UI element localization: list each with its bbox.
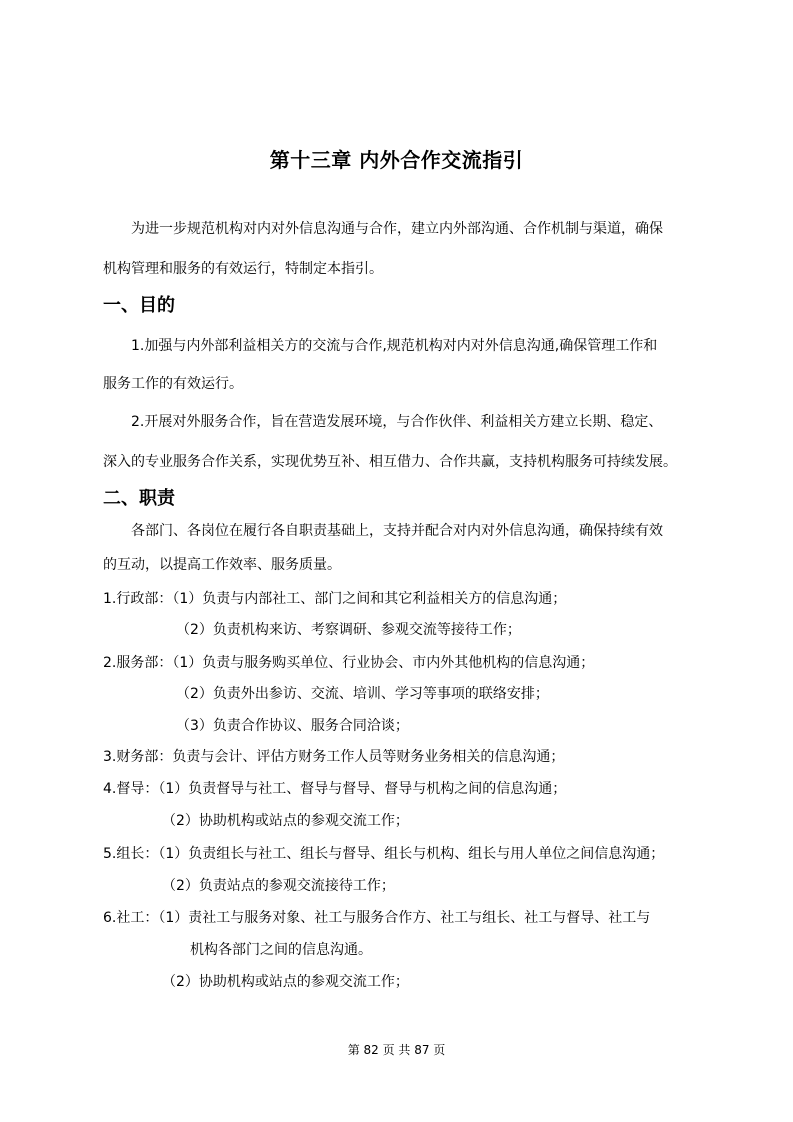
duty-line: 2.服务部：（1）负责与服务购买单位、行业协会、市内外其他机构的信息沟通； bbox=[103, 655, 595, 671]
paragraph-line: 各部门、各岗位在履行各自职责基础上，支持并配合对内对外信息沟通，确保持续有效 bbox=[131, 523, 663, 539]
section-heading-purpose: 一、目的 bbox=[103, 295, 175, 316]
duty-line: （2）协助机构或站点的参观交流工作； bbox=[162, 813, 409, 829]
duty-line: 6.社工：（1）责社工与服务对象、社工与服务合作方、社工与组长、社工与督导、社工与 bbox=[103, 910, 651, 926]
duty-line: （2）负责机构来访、考察调研、参观交流等接待工作； bbox=[176, 622, 521, 638]
intro-line: 为进一步规范机构对内对外信息沟通与合作，建立内外部沟通、合作机制与渠道，确保 bbox=[131, 221, 663, 237]
duty-line: 4.督导：（1）负责督导与社工、督导与督导、督导与机构之间的信息沟通； bbox=[103, 781, 567, 797]
duty-line: 机构各部门之间的信息沟通。 bbox=[190, 942, 372, 958]
duty-line: （2）协助机构或站点的参观交流工作； bbox=[162, 974, 409, 990]
duty-line: （2）负责外出参访、交流、培训、学习等事项的联络安排； bbox=[176, 686, 549, 702]
intro-line: 机构管理和服务的有效运行，特制定本指引。 bbox=[103, 261, 383, 277]
paragraph-line: 深入的专业服务合作关系，实现优势互补、相互借力、合作共赢，支持机构服务可持续发展。 bbox=[103, 454, 677, 470]
duty-line: 5.组长：（1）负责组长与社工、组长与督导、组长与机构、组长与用人单位之间信息沟通； bbox=[103, 846, 665, 862]
paragraph-line: 的互动，以提高工作效率、服务质量。 bbox=[103, 557, 341, 573]
chapter-title: 第十三章 内外合作交流指引 bbox=[269, 148, 524, 172]
duty-line: 3.财务部：负责与会计、评估方财务工作人员等财务业务相关的信息沟通； bbox=[103, 749, 565, 765]
page-number: 第 82 页 共 87 页 bbox=[347, 1043, 446, 1057]
paragraph-line: 1.加强与内外部利益相关方的交流与合作,规范机构对内对外信息沟通,确保管理工作和 bbox=[131, 338, 658, 354]
section-heading-duties: 二、职责 bbox=[103, 488, 175, 509]
duty-line: （3）负责合作协议、服务合同洽谈； bbox=[176, 718, 409, 734]
paragraph-line: 服务工作的有效运行。 bbox=[103, 376, 243, 392]
paragraph-line: 2.开展对外服务合作，旨在营造发展环境，与合作伙伴、利益相关方建立长期、稳定、 bbox=[131, 414, 663, 430]
duty-line: 1.行政部：（1）负责与内部社工、部门之间和其它利益相关方的信息沟通； bbox=[103, 591, 567, 607]
duty-line: （2）负责站点的参观交流接待工作； bbox=[162, 878, 395, 894]
